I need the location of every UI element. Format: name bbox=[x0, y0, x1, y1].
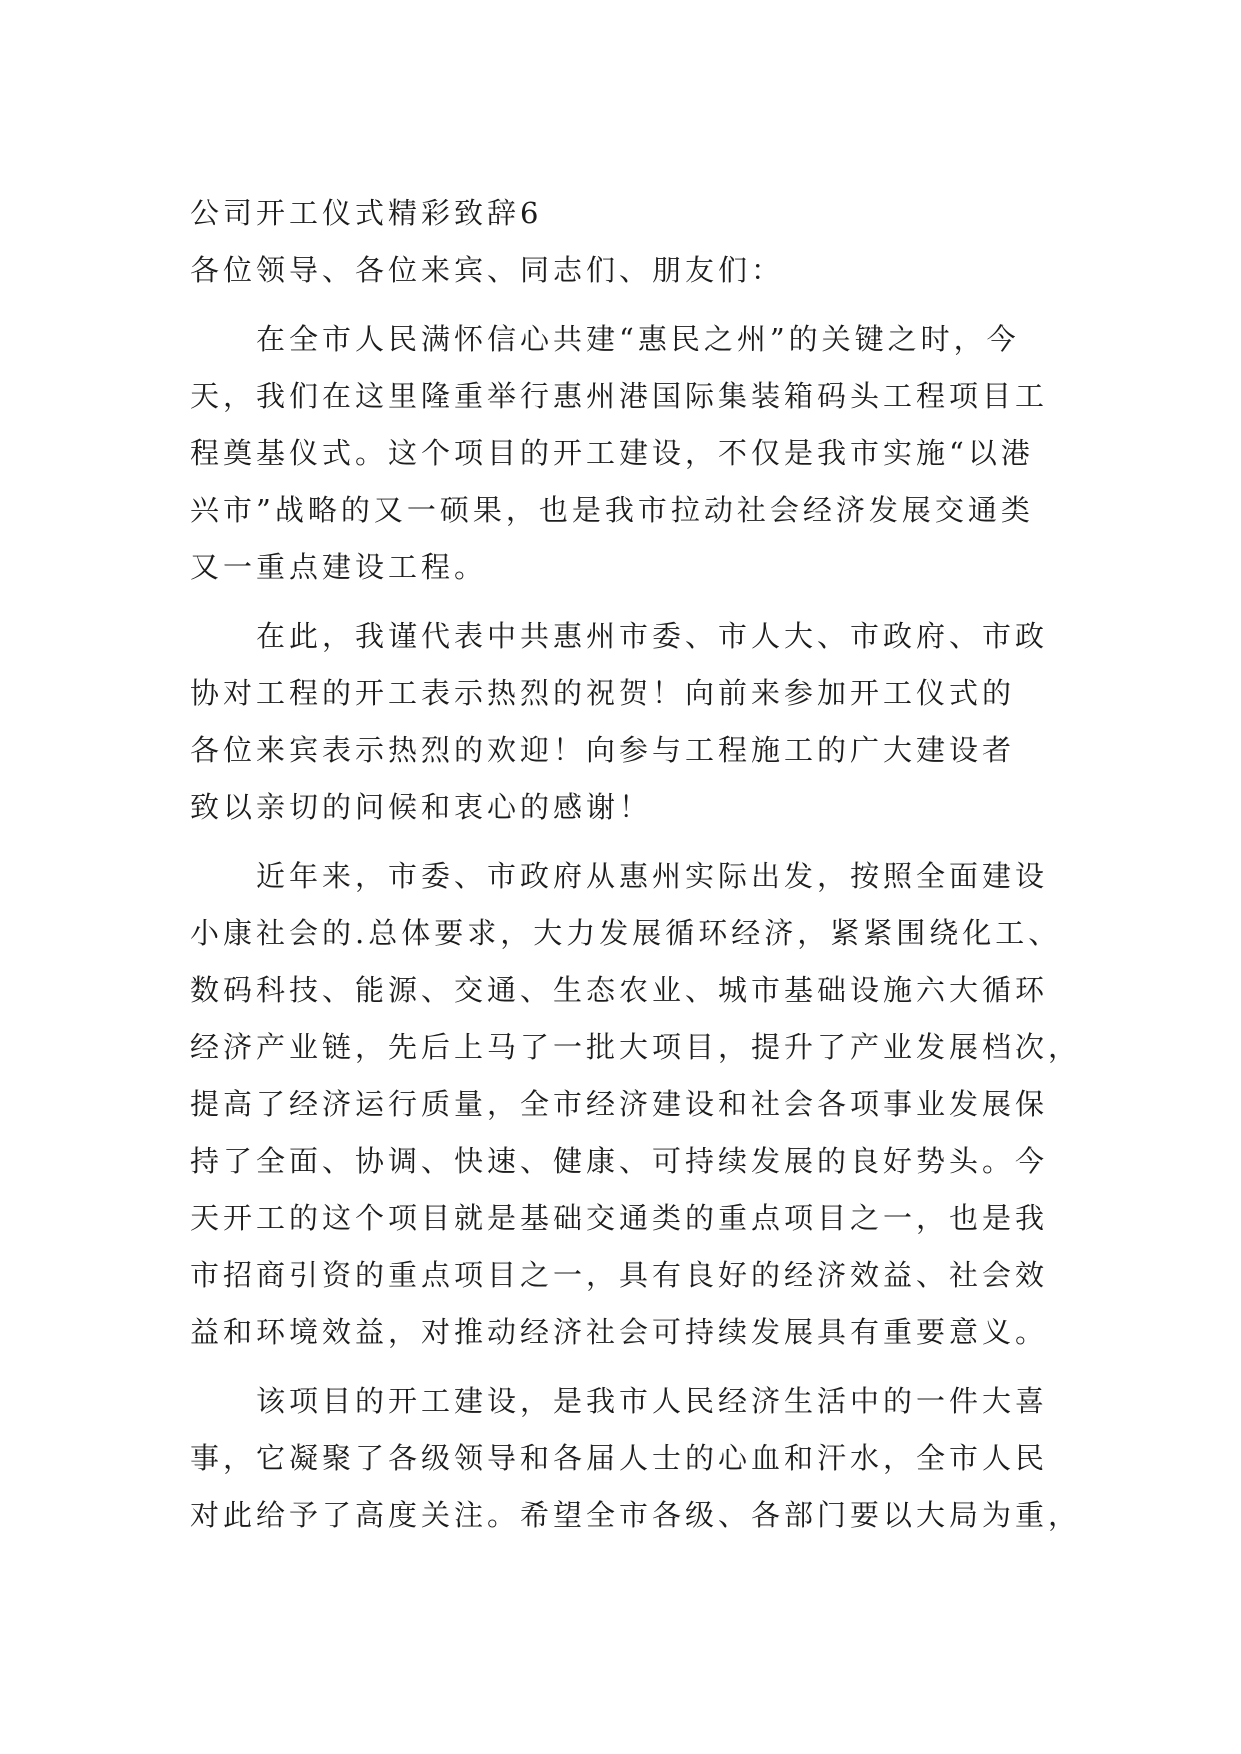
paragraph-line: 小康社会的.总体要求，大力发展循环经济，紧紧围绕化工、 bbox=[190, 916, 1062, 950]
paragraph-gap bbox=[190, 596, 1070, 608]
paragraph bbox=[190, 836, 1082, 1361]
paragraph-line: 事，它凝聚了各级领导和各届人士的心血和汗水，全市人民 bbox=[190, 1441, 1049, 1475]
document-body bbox=[190, 185, 1082, 1544]
paragraph-line: 对此给予了高度关注。希望全市各级、各部门要以大局为重， bbox=[190, 1498, 1082, 1532]
paragraph-line: 又一重点建设工程。 bbox=[190, 550, 488, 584]
salutation: 各位领导、各位来宾、同志们、朋友们： bbox=[190, 253, 785, 287]
paragraph-line: 兴市”战略的又一硕果，也是我市拉动社会经济发展交通类 bbox=[190, 493, 1034, 527]
paragraphs bbox=[190, 299, 1082, 1544]
paragraph-gap bbox=[190, 299, 1070, 311]
paragraph-line: 天，我们在这里隆重举行惠州港国际集装箱码头工程项目工 bbox=[190, 379, 1049, 413]
paragraph-gap bbox=[190, 1361, 1070, 1373]
paragraph-line: 近年来，市委、市政府从惠州实际出发，按照全面建设 bbox=[256, 859, 1049, 893]
paragraph-line: 在此，我谨代表中共惠州市委、市人大、市政府、市政 bbox=[256, 619, 1049, 653]
paragraph-line: 致以亲切的问候和衷心的感谢！ bbox=[190, 790, 653, 824]
paragraph bbox=[190, 596, 1070, 836]
paragraph-line: 协对工程的开工表示热烈的祝贺！向前来参加开工仪式的 bbox=[190, 676, 1016, 710]
paragraph-line: 提高了经济运行质量，全市经济建设和社会各项事业发展保 bbox=[190, 1087, 1049, 1121]
paragraph-line: 在全市人民满怀信心共建“惠民之州”的关键之时，今 bbox=[256, 322, 1020, 356]
paragraph-line: 经济产业链，先后上马了一批大项目，提升了产业发展档次， bbox=[190, 1030, 1082, 1064]
paragraph-gap bbox=[190, 836, 1070, 848]
paragraph bbox=[190, 299, 1070, 596]
paragraph-line: 各位来宾表示热烈的欢迎！向参与工程施工的广大建设者 bbox=[190, 733, 1016, 767]
paragraph bbox=[190, 1361, 1082, 1544]
paragraph-line: 数码科技、能源、交通、生态农业、城市基础设施六大循环 bbox=[190, 973, 1049, 1007]
paragraph-line: 天开工的这个项目就是基础交通类的重点项目之一，也是我 bbox=[190, 1201, 1049, 1235]
paragraph-line: 益和环境效益，对推动经济社会可持续发展具有重要意义。 bbox=[190, 1315, 1049, 1349]
paragraph-line: 程奠基仪式。这个项目的开工建设，不仅是我市实施“以港 bbox=[190, 436, 1034, 470]
paragraph-line: 持了全面、协调、快速、健康、可持续发展的良好势头。今 bbox=[190, 1144, 1049, 1178]
document-title: 公司开工仪式精彩致辞6 bbox=[190, 196, 543, 230]
paragraph-line: 市招商引资的重点项目之一，具有良好的经济效益、社会效 bbox=[190, 1258, 1049, 1292]
paragraph-line: 该项目的开工建设，是我市人民经济生活中的一件大喜 bbox=[256, 1384, 1049, 1418]
